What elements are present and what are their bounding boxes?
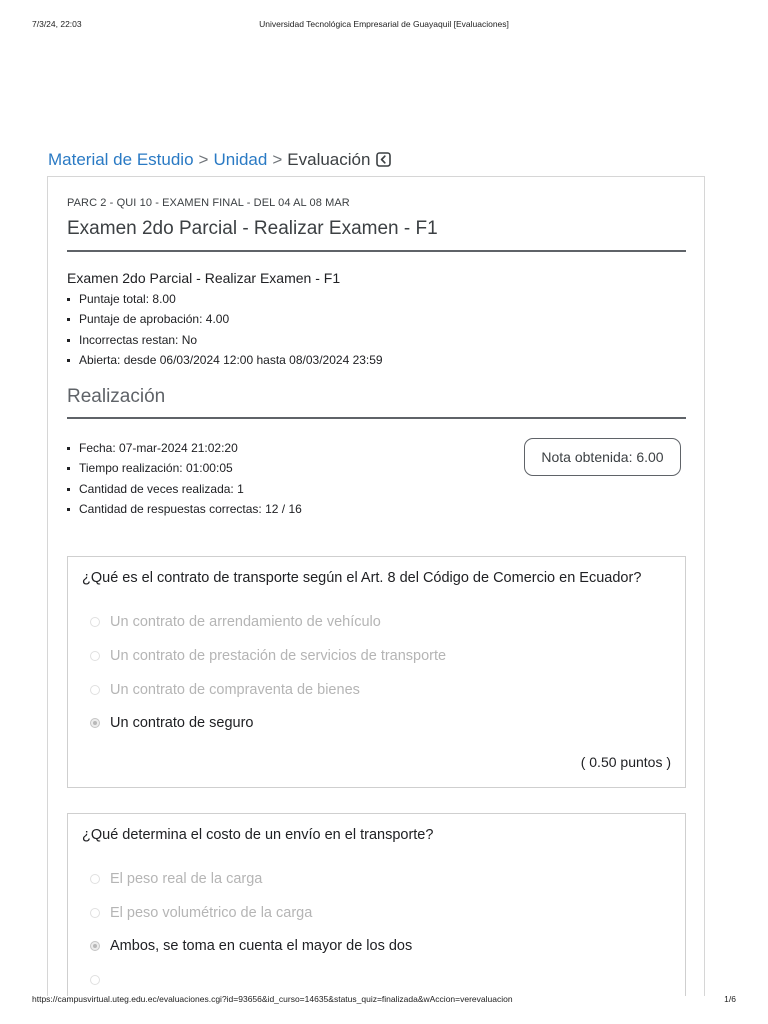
title-divider bbox=[67, 250, 686, 252]
exam-info-list bbox=[67, 289, 383, 370]
question-points: ( 0.50 puntos ) bbox=[580, 754, 671, 770]
breadcrumb-link-material-de-estudio[interactable]: Material de Estudio bbox=[48, 150, 194, 169]
info-label: Puntaje de aprobación: bbox=[79, 312, 203, 327]
detail-value: 12 / 16 bbox=[265, 501, 302, 516]
breadcrumb-link-unidad[interactable]: Unidad bbox=[213, 150, 268, 169]
question-text: ¿Qué es el contrato de transporte según el Art. 8 del Código de Comercio en Ecuador? bbox=[82, 570, 642, 586]
option-label: Un contrato de compraventa de bienes bbox=[110, 682, 360, 698]
print-page-number: 1/6 bbox=[724, 994, 736, 1004]
detail-value: 01:00:05 bbox=[185, 461, 233, 476]
radio-button[interactable] bbox=[90, 908, 100, 918]
radio-button-checked[interactable] bbox=[90, 718, 100, 728]
print-datetime: 7/3/24, 22:03 bbox=[32, 19, 82, 29]
radio-button[interactable] bbox=[90, 685, 100, 695]
detail-label: Cantidad de respuestas correctas: bbox=[79, 501, 262, 516]
breadcrumb bbox=[48, 149, 391, 173]
radio-button[interactable] bbox=[90, 874, 100, 884]
detail-label: Tiempo realización: bbox=[79, 461, 183, 476]
breadcrumb-separator: > bbox=[198, 150, 209, 169]
radio-button[interactable] bbox=[90, 651, 100, 661]
option-label: Un contrato de prestación de servicios de transporte bbox=[110, 648, 447, 664]
list-item bbox=[67, 479, 302, 499]
list-item bbox=[67, 289, 383, 309]
question-card bbox=[67, 556, 686, 788]
info-value: desde 06/03/2024 12:00 hasta 08/03/2024 23:59 bbox=[123, 352, 383, 367]
question-card bbox=[67, 813, 686, 996]
list-item bbox=[67, 438, 302, 458]
question-text: ¿Qué determina el costo de un envío en el transporte? bbox=[82, 827, 434, 843]
print-url: https://campusvirtual.uteg.edu.ec/evaluaciones.cgi?id=93656&id_curso=14635&status_quiz=finalizada&wAccion=verevaluacion bbox=[32, 994, 513, 1004]
answer-option[interactable] bbox=[90, 869, 262, 889]
info-label: Puntaje total: bbox=[79, 292, 150, 306]
breadcrumb-separator: > bbox=[272, 150, 283, 169]
list-item bbox=[67, 458, 302, 478]
answer-option[interactable] bbox=[90, 903, 312, 923]
detail-value: 1 bbox=[237, 481, 244, 496]
answer-option[interactable] bbox=[90, 612, 381, 632]
print-page-title: Universidad Tecnológica Empresarial de Guayaquil [Evaluaciones] bbox=[259, 19, 509, 29]
exam-info-title: Examen 2do Parcial - Realizar Examen - F1 bbox=[67, 270, 341, 286]
answer-option[interactable] bbox=[90, 680, 360, 700]
detail-value: 07-mar-2024 21:02:20 bbox=[119, 441, 238, 455]
print-footer bbox=[32, 994, 736, 1008]
info-label: Incorrectas restan: bbox=[79, 332, 179, 347]
list-item bbox=[67, 350, 383, 370]
print-header bbox=[32, 19, 736, 33]
option-label: Ambos, se toma en cuenta el mayor de los dos bbox=[110, 938, 413, 954]
option-label: El peso volumétrico de la carga bbox=[110, 905, 313, 921]
exam-subtitle: PARC 2 - QUI 10 - EXAMEN FINAL - DEL 04 AL 08 MAR bbox=[67, 197, 350, 209]
back-arrow-icon[interactable] bbox=[376, 151, 391, 173]
grade-badge: Nota obtenida: 6.00 bbox=[524, 438, 681, 476]
answer-option[interactable] bbox=[90, 646, 446, 666]
list-item bbox=[67, 330, 383, 350]
list-item bbox=[67, 309, 383, 329]
detail-label: Fecha: bbox=[79, 441, 116, 455]
info-label: Abierta: bbox=[79, 352, 121, 367]
option-label: El peso real de la carga bbox=[110, 871, 263, 887]
section-divider bbox=[67, 417, 686, 419]
attempt-details-list bbox=[67, 438, 302, 519]
list-item bbox=[67, 499, 302, 519]
radio-button-checked[interactable] bbox=[90, 941, 100, 951]
option-label: Un contrato de seguro bbox=[110, 715, 254, 731]
radio-button[interactable] bbox=[90, 617, 100, 627]
info-value: No bbox=[181, 332, 198, 347]
info-value: 4.00 bbox=[205, 312, 230, 327]
option-label: Un contrato de arrendamiento de vehículo bbox=[110, 614, 381, 630]
exam-title: Examen 2do Parcial - Realizar Examen - F1 bbox=[67, 218, 438, 239]
section-title-realizacion: Realización bbox=[67, 386, 166, 407]
radio-button[interactable] bbox=[90, 975, 100, 985]
detail-label: Cantidad de veces realizada: bbox=[79, 481, 234, 496]
answer-option[interactable] bbox=[90, 970, 110, 990]
answer-option-selected[interactable] bbox=[90, 713, 253, 733]
answer-option-selected[interactable] bbox=[90, 936, 412, 956]
breadcrumb-current: Evaluación bbox=[287, 150, 371, 169]
info-value: 8.00 bbox=[152, 292, 176, 306]
